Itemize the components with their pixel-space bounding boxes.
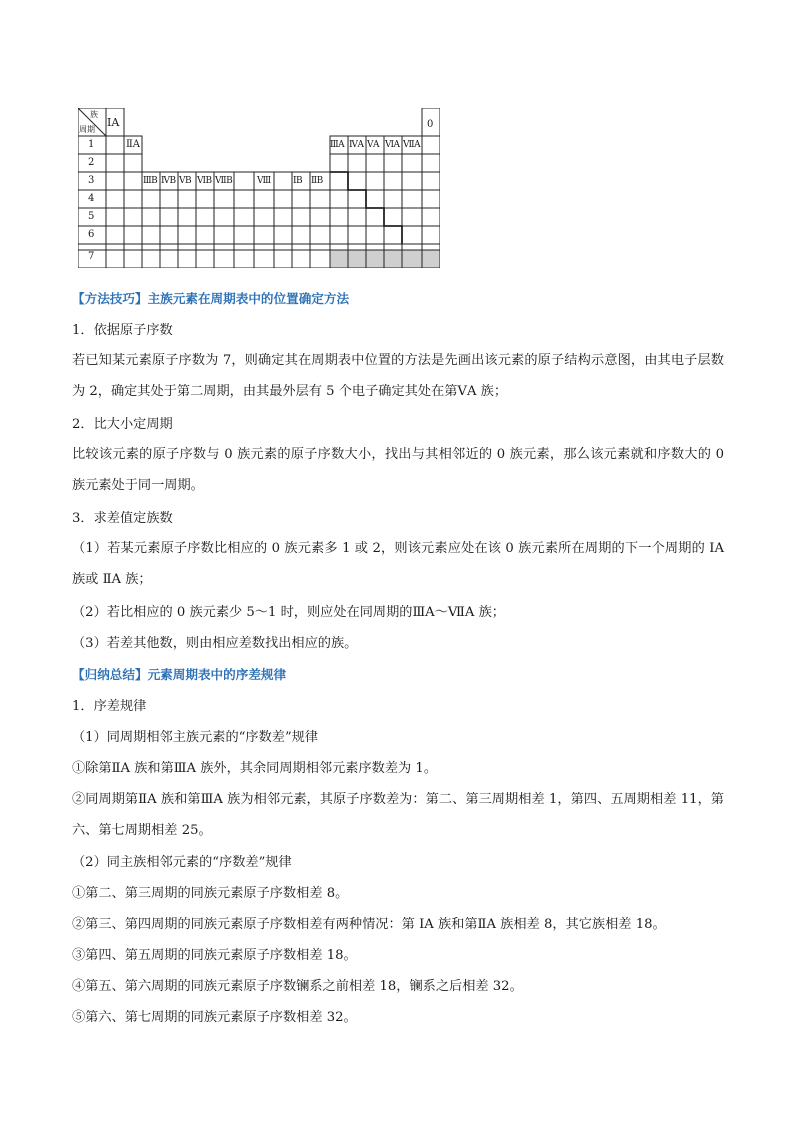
list-item: ①除第ⅡA 族和第ⅢA 族外，其余同周期相邻元素序数差为 1。 [72,761,438,776]
group-1a-label: ⅠA [107,116,120,129]
section-heading-summary: 【归纳总结】元素周期表中的序差规律 [72,667,287,682]
list-item: ③第四、第五周期的同族元素原子序数相差 18。 [72,948,357,963]
group-5a-label: ⅤA [367,140,379,150]
list-item: ⑤第六、第七周期的同族元素原子序数相差 32。 [72,1010,357,1025]
section-heading-method: 【方法技巧】主族元素在周期表中的位置确定方法 [72,291,350,306]
paragraph: 比较该元素的原子序数与 0 族元素的原子序数大小，找出与其相邻近的 0 族元素，那么该元素就和序数大的 0 族元素处于同一周期。 [72,447,724,493]
group-4b-label: ⅣB [161,176,176,186]
item-title: 2．比大小定周期 [72,417,173,432]
group-3a-label: ⅢA [330,140,345,150]
paragraph: （3）若差其他数，则由相应差数找出相应的族。 [72,636,358,651]
group-6b-label: ⅥB [197,176,212,186]
group-7a-label: ⅦA [403,140,421,150]
period-label: 3 [88,175,95,186]
period-label: 1 [88,139,95,150]
group-4a-label: ⅣA [349,140,364,150]
period-label: 5 [88,211,95,222]
periodic-table-skeleton [78,108,440,268]
period-label: 2 [88,157,95,168]
paragraph: 若已知某元素原子序数为 7，则确定其在周期表中位置的方法是先画出该元素的原子结构示意图，由其电子层数为 2，确定其处于第二周期，由其最外层有 5 个电子确定其处在第ⅤA 族； [72,353,724,399]
paragraph: （1）若某元素原子序数比相应的 0 族元素多 1 或 2，则该元素应处在该 0 族元素所在周期的下一个周期的 IA 族或 ⅡA 族； [72,541,724,587]
list-item: ②同周期第ⅡA 族和第ⅢA 族为相邻元素，其原子序数差为：第二、第三周期相差 1，第四、五周期相差 11，第六、第七周期相差 25。 [72,792,724,838]
list-item: ①第二、第三周期的同族元素原子序数相差 8。 [72,886,349,901]
corner-label-period: 周期 [79,125,95,134]
sub-title: （1）同周期相邻主族元素的“序数差”规律 [72,730,319,745]
group-2a-label: ⅡA [126,139,141,150]
period-label: 7 [88,251,95,262]
group-0-label: 0 [427,119,434,130]
paragraph: （2）若比相应的 0 族元素少 5～1 时，则应处在同周期的ⅢA～ⅦA 族； [72,605,505,620]
group-3b-label: ⅢB [143,176,158,186]
item-title: 3．求差值定族数 [72,511,173,526]
list-item: ②第三、第四周期的同族元素原子序数相差有两种情况：第 IA 族和第ⅡA 族相差 8，其它族相差 18。 [72,917,666,932]
sub-title: （2）同主族相邻元素的“序数差”规律 [72,855,292,870]
group-8-label: Ⅷ [257,176,272,186]
list-item: ④第五、第六周期的同族元素原子序数镧系之前相差 18，镧系之后相差 32。 [72,979,523,994]
group-1b-label: ⅠB [293,176,303,186]
group-7b-label: ⅦB [215,176,233,186]
group-5b-label: ⅤB [179,176,192,186]
group-2b-label: ⅡB [311,176,323,186]
period-label: 6 [88,229,95,240]
period-label: 4 [88,193,95,204]
group-6a-label: ⅥA [385,140,400,150]
item-title: 1．序差规律 [72,699,147,714]
item-title: 1．依据原子序数 [72,323,173,338]
corner-label-group: 族 [90,110,98,119]
periodic-table-grid [78,108,440,268]
